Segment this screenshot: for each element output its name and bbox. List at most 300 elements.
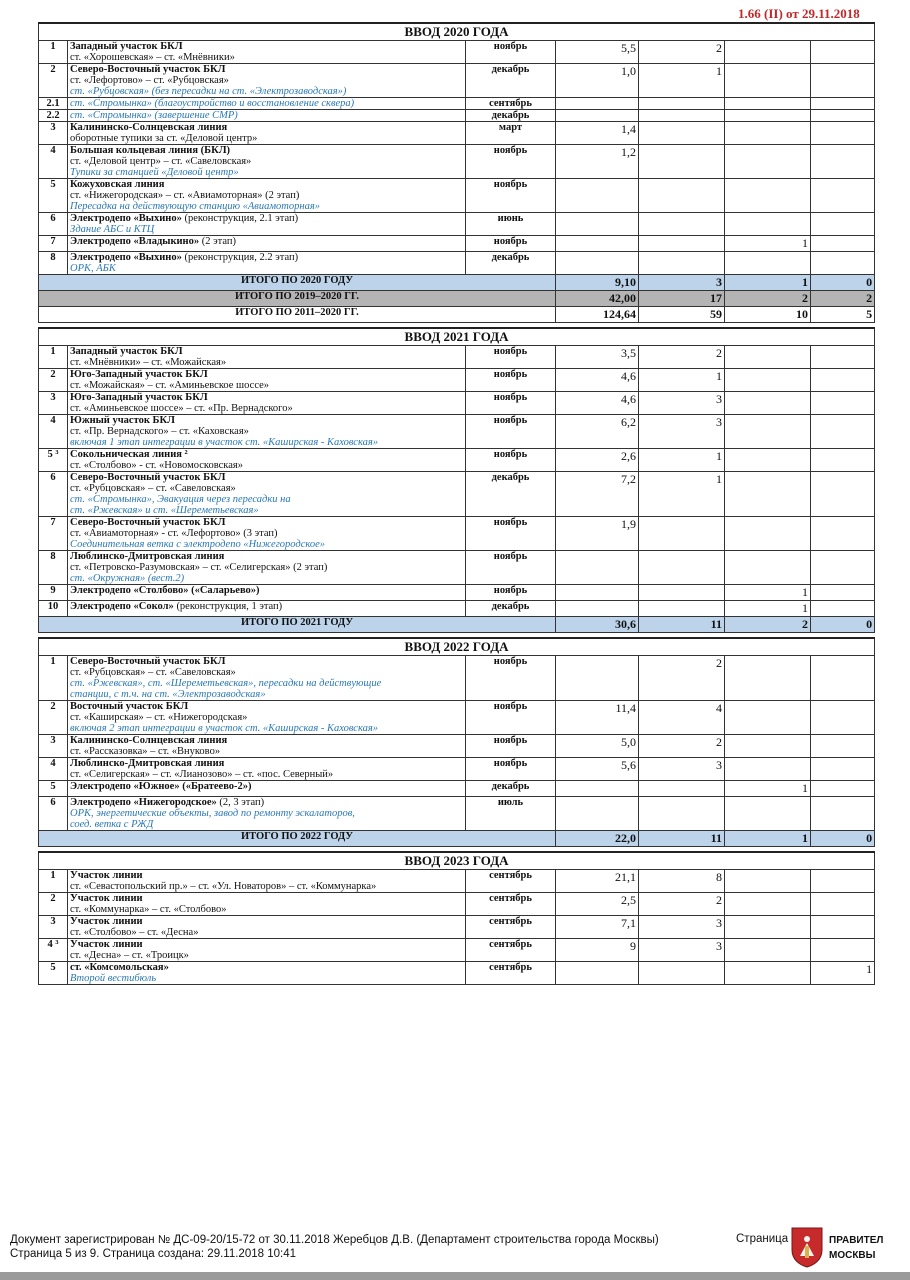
row-description [68, 346, 466, 369]
value-cell [811, 601, 875, 617]
row-number: 7 [39, 517, 68, 551]
total-value: 0 [811, 275, 875, 291]
total-value: 2 [725, 617, 811, 633]
row-number: 2 [39, 893, 68, 916]
total-row [39, 275, 875, 291]
registration-line: Документ зарегистрирован № ДС-09-20/15-72 от 30.11.2018 Жеребцов Д.В. (Департамент строительства города Москвы) [10, 1234, 659, 1246]
row-description [68, 213, 466, 236]
value-cell [811, 392, 875, 415]
value-cell [725, 797, 811, 831]
table-row [39, 962, 875, 985]
value-cell: 2,6 [556, 449, 639, 472]
table-row [39, 449, 875, 472]
value-cell [811, 585, 875, 601]
row-number: 1 [39, 41, 68, 64]
value-cell [639, 145, 725, 179]
row-description [68, 122, 466, 145]
table-row [39, 893, 875, 916]
value-cell [811, 122, 875, 145]
value-cell [639, 601, 725, 617]
value-cell [639, 781, 725, 797]
row-description [68, 893, 466, 916]
value-cell [811, 98, 875, 110]
value-cell [725, 449, 811, 472]
row-description [68, 449, 466, 472]
commissioning-month: сентябрь [466, 870, 556, 893]
value-cell: 4,6 [556, 369, 639, 392]
object-name: Западный участок БКЛ [70, 346, 183, 357]
commissioning-month: ноябрь [466, 551, 556, 585]
value-cell: 2 [639, 656, 725, 701]
commissioning-month: ноябрь [466, 585, 556, 601]
row-description [68, 415, 466, 449]
value-cell [639, 797, 725, 831]
value-cell [725, 346, 811, 369]
value-cell [811, 41, 875, 64]
row-description [68, 472, 466, 517]
row-number: 5 [39, 179, 68, 213]
row-description [68, 98, 466, 110]
value-cell [811, 781, 875, 797]
row-number: 2.2 [39, 110, 68, 122]
commissioning-month: декабрь [466, 64, 556, 98]
row-description [68, 656, 466, 701]
commissioning-month: ноябрь [466, 346, 556, 369]
table-row [39, 551, 875, 585]
object-note: Второй вестибюль [70, 973, 157, 984]
object-note: ст. «Стромынка», Эвакуация через пересадки на [70, 494, 291, 505]
commissioning-month: июнь [466, 213, 556, 236]
commissioning-month: ноябрь [466, 41, 556, 64]
total-value: 59 [639, 307, 725, 323]
value-cell: 1,4 [556, 122, 639, 145]
commissioning-month: март [466, 122, 556, 145]
value-cell: 4 [639, 701, 725, 735]
stations-line: ст. «Рубцовская» – ст. «Савеловская» [70, 483, 236, 494]
value-cell [556, 797, 639, 831]
object-name: Северо-Восточный участок БКЛ [70, 656, 226, 667]
object-line [70, 601, 463, 612]
object-details: (реконструкция, 2.2 этап) [184, 252, 299, 263]
stations-line: ст. «Деловой центр» – ст. «Савеловская» [70, 156, 252, 167]
row-description [68, 962, 466, 985]
row-number: 1 [39, 346, 68, 369]
row-number: 2 [39, 701, 68, 735]
value-cell [725, 110, 811, 122]
moscow-coat-of-arms-icon [790, 1226, 824, 1268]
row-description [68, 916, 466, 939]
commissioning-month: ноябрь [466, 735, 556, 758]
table-row [39, 735, 875, 758]
stations-line: ст. «Авиамоторная» - ст. «Лефортово» (3 этап) [70, 528, 278, 539]
object-line [70, 213, 463, 224]
value-cell [811, 893, 875, 916]
row-description [68, 369, 466, 392]
total-value: 17 [639, 291, 725, 307]
value-cell [811, 346, 875, 369]
row-description [68, 701, 466, 735]
object-note: Пересадка на действующую станцию «Авиамоторная» [70, 201, 320, 212]
value-cell: 4,6 [556, 392, 639, 415]
table-row [39, 517, 875, 551]
commissioning-month: сентябрь [466, 893, 556, 916]
value-cell: 3 [639, 916, 725, 939]
table-row [39, 346, 875, 369]
row-description [68, 236, 466, 252]
value-cell [556, 962, 639, 985]
value-cell [725, 939, 811, 962]
commissioning-month: декабрь [466, 781, 556, 797]
value-cell [811, 939, 875, 962]
row-number: 6 [39, 213, 68, 236]
value-cell [725, 551, 811, 585]
value-cell: 6,2 [556, 415, 639, 449]
section-header [39, 328, 875, 346]
stations-line: ст. «Каширская» – ст. «Нижегородская» [70, 712, 248, 723]
value-cell [725, 472, 811, 517]
object-name: Электродепо «Сокол» [70, 601, 174, 612]
value-cell [556, 656, 639, 701]
value-cell: 1 [811, 962, 875, 985]
stations-line: оборотные тупики за ст. «Деловой центр» [70, 133, 258, 144]
value-cell [725, 145, 811, 179]
value-cell [811, 551, 875, 585]
value-cell [725, 369, 811, 392]
object-name: Юго-Западный участок БКЛ [70, 369, 208, 380]
object-note: ст. «Ржевская», ст. «Шереметьевская», пересадки на действующие [70, 678, 382, 689]
value-cell: 2,5 [556, 893, 639, 916]
value-cell [811, 110, 875, 122]
object-name: Юго-Западный участок БКЛ [70, 392, 208, 403]
row-number: 3 [39, 735, 68, 758]
value-cell: 1 [725, 781, 811, 797]
object-name: Западный участок БКЛ [70, 41, 183, 52]
table-row [39, 252, 875, 275]
total-value: 42,00 [556, 291, 639, 307]
commissioning-month: декабрь [466, 110, 556, 122]
value-cell [725, 701, 811, 735]
table-row [39, 916, 875, 939]
object-name: Электродепо «Выхино» [70, 252, 182, 263]
object-note: ст. «Рубцовская» (без пересадки на ст. «Электрозаводская») [70, 86, 347, 97]
value-cell [639, 122, 725, 145]
total-value: 22,0 [556, 831, 639, 847]
commissioning-month: ноябрь [466, 517, 556, 551]
registration-footer [10, 1233, 659, 1261]
commissioning-month: ноябрь [466, 236, 556, 252]
commissioning-month: ноябрь [466, 145, 556, 179]
value-cell: 9 [556, 939, 639, 962]
row-description [68, 601, 466, 617]
value-cell [556, 110, 639, 122]
table-row [39, 758, 875, 781]
value-cell: 7,2 [556, 472, 639, 517]
commissioning-month: ноябрь [466, 392, 556, 415]
object-note: включая 2 этап интеграции в участок ст. «Каширская - Каховская» [70, 723, 378, 734]
table-row [39, 415, 875, 449]
table-row [39, 781, 875, 797]
row-description [68, 110, 466, 122]
table-row [39, 213, 875, 236]
object-name: Участок линии [70, 870, 143, 881]
object-note: ст. «Стромынка» (благоустройство и восстановление сквера) [70, 98, 355, 109]
value-cell [639, 110, 725, 122]
value-cell [556, 551, 639, 585]
value-cell [811, 213, 875, 236]
row-number: 3 [39, 392, 68, 415]
row-description [68, 252, 466, 275]
value-cell: 3 [639, 939, 725, 962]
object-line [70, 797, 463, 808]
value-cell [725, 179, 811, 213]
object-details: (реконструкция, 2.1 этап) [184, 213, 299, 224]
row-description [68, 179, 466, 213]
value-cell: 11,4 [556, 701, 639, 735]
object-note: Соединительная ветка с электродепо «Нижегородское» [70, 539, 326, 550]
value-cell [811, 64, 875, 98]
stations-line: ст. «Селигерская» – ст. «Лианозово» – ст. «пос. Северный» [70, 769, 334, 780]
value-cell [556, 213, 639, 236]
row-description [68, 145, 466, 179]
stations-line: ст. «Лефортово» – ст. «Рубцовская» [70, 75, 229, 86]
commissioning-month: ноябрь [466, 758, 556, 781]
table-row [39, 98, 875, 110]
table-row [39, 236, 875, 252]
value-cell [639, 98, 725, 110]
object-note: ст. «Стромынка» (завершение СМР) [70, 110, 238, 121]
value-cell: 1 [725, 601, 811, 617]
value-cell [811, 701, 875, 735]
value-cell [725, 41, 811, 64]
value-cell [725, 758, 811, 781]
value-cell: 1 [639, 64, 725, 98]
object-name: Калининско-Солнцевская линия [70, 122, 228, 133]
value-cell: 2 [639, 41, 725, 64]
object-line [70, 236, 463, 247]
value-cell: 5,0 [556, 735, 639, 758]
government-line-1: ПРАВИТЕЛ [829, 1235, 884, 1246]
section-title: ВВОД 2023 ГОДА [39, 852, 875, 870]
value-cell: 7,1 [556, 916, 639, 939]
total-value: 1 [725, 831, 811, 847]
object-note: станции, с т.ч. на ст. «Электрозаводская» [70, 689, 266, 700]
total-value: 10 [725, 307, 811, 323]
stations-line: ст. «Аминьевское шоссе» – ст. «Пр. Вернадского» [70, 403, 293, 414]
row-number: 4 [39, 758, 68, 781]
value-cell [639, 962, 725, 985]
value-cell [725, 392, 811, 415]
value-cell: 3 [639, 758, 725, 781]
row-number: 7 [39, 236, 68, 252]
value-cell [725, 893, 811, 916]
row-number: 2 [39, 369, 68, 392]
value-cell [811, 145, 875, 179]
value-cell: 2 [639, 346, 725, 369]
object-name: Участок линии [70, 893, 143, 904]
stations-line: ст. «Столбово» - ст. «Новомосковская» [70, 460, 243, 471]
object-name: Электродепо «Южное» («Братеево-2») [70, 781, 252, 792]
object-note: соед. ветка с РЖД [70, 819, 154, 830]
row-description [68, 551, 466, 585]
section-title: ВВОД 2022 ГОДА [39, 638, 875, 656]
stations-line: ст. «Севастопольский пр.» – ст. «Ул. Новаторов» – ст. «Коммунарка» [70, 881, 377, 892]
stations-line: ст. «Нижегородская» – ст. «Авиамоторная» (2 этап) [70, 190, 300, 201]
row-number: 5 ³ [39, 449, 68, 472]
section-header [39, 852, 875, 870]
row-number: 4 [39, 145, 68, 179]
object-name: Калининско-Солнцевская линия [70, 735, 228, 746]
value-cell: 1 [725, 585, 811, 601]
value-cell [639, 236, 725, 252]
row-description [68, 758, 466, 781]
value-cell: 1,0 [556, 64, 639, 98]
table-row [39, 472, 875, 517]
value-cell [556, 781, 639, 797]
row-number: 1 [39, 870, 68, 893]
value-cell [811, 472, 875, 517]
stations-line: ст. «Столбово» – ст. «Десна» [70, 927, 199, 938]
value-cell [639, 517, 725, 551]
value-cell [725, 916, 811, 939]
object-name: Электродепо «Выхино» [70, 213, 182, 224]
page-label: Страница [736, 1233, 789, 1245]
value-cell [725, 252, 811, 275]
stations-line: ст. «Рассказовка» – ст. «Внуково» [70, 746, 221, 757]
value-cell [811, 449, 875, 472]
row-description [68, 870, 466, 893]
commissioning-month: сентябрь [466, 916, 556, 939]
table-row [39, 601, 875, 617]
row-description [68, 41, 466, 64]
value-cell [639, 213, 725, 236]
table-row [39, 64, 875, 98]
object-note: включая 1 этап интеграции в участок ст. «Каширская - Каховская» [70, 437, 378, 448]
value-cell: 1,9 [556, 517, 639, 551]
page-info-line: Страница 5 из 9. Страница создана: 29.11.2018 10:41 [10, 1248, 296, 1260]
commissioning-month: декабрь [466, 601, 556, 617]
value-cell [556, 179, 639, 213]
table-row [39, 656, 875, 701]
value-cell [811, 797, 875, 831]
commissioning-month: ноябрь [466, 656, 556, 701]
row-number: 10 [39, 601, 68, 617]
value-cell: 2 [639, 893, 725, 916]
total-label: ИТОГО ПО 2020 ГОДУ [39, 275, 556, 291]
value-cell [556, 601, 639, 617]
table-row [39, 939, 875, 962]
object-name: Большая кольцевая линия (БКЛ) [70, 145, 231, 156]
total-value: 2 [725, 291, 811, 307]
row-number: 4 ³ [39, 939, 68, 962]
row-description [68, 781, 466, 797]
object-name: Люблинско-Дмитровская линия [70, 758, 225, 769]
value-cell [639, 252, 725, 275]
value-cell: 1 [639, 369, 725, 392]
value-cell: 3 [639, 392, 725, 415]
row-description [68, 735, 466, 758]
table-row [39, 110, 875, 122]
value-cell [811, 735, 875, 758]
total-label: ИТОГО ПО 2022 ГОДУ [39, 831, 556, 847]
total-value: 124,64 [556, 307, 639, 323]
commissioning-month: сентябрь [466, 98, 556, 110]
table-row [39, 701, 875, 735]
value-cell [811, 179, 875, 213]
object-name: Сокольническая линия ² [70, 449, 188, 460]
object-name: Северо-Восточный участок БКЛ [70, 64, 226, 75]
value-cell: 21,1 [556, 870, 639, 893]
total-row [39, 831, 875, 847]
object-note: Тупики за станцией «Деловой центр» [70, 167, 239, 178]
table-row [39, 392, 875, 415]
object-name: Северо-Восточный участок БКЛ [70, 517, 226, 528]
object-details: (2 этап) [201, 236, 236, 247]
row-number: 8 [39, 551, 68, 585]
value-cell: 1 [639, 472, 725, 517]
object-note: Здание АБС и КТЦ [70, 224, 155, 235]
object-details: (реконструкция, 1 этап) [176, 601, 283, 612]
total-label: ИТОГО ПО 2011–2020 ГГ. [39, 307, 556, 323]
value-cell [811, 369, 875, 392]
object-name: Электродепо «Нижегородское» [70, 797, 217, 808]
row-number: 2.1 [39, 98, 68, 110]
commissioning-month: декабрь [466, 472, 556, 517]
row-number: 3 [39, 122, 68, 145]
total-value: 2 [811, 291, 875, 307]
table-row [39, 870, 875, 893]
object-name: Участок линии [70, 916, 143, 927]
total-row [39, 617, 875, 633]
value-cell [556, 585, 639, 601]
commissioning-month: ноябрь [466, 701, 556, 735]
row-number: 3 [39, 916, 68, 939]
table-row [39, 41, 875, 64]
total-label: ИТОГО ПО 2019–2020 ГГ. [39, 291, 556, 307]
stations-line: ст. «Хорошевская» – ст. «Мнёвники» [70, 52, 235, 63]
construction-schedule-table [38, 22, 875, 985]
section-title: ВВОД 2020 ГОДА [39, 23, 875, 41]
value-cell [811, 236, 875, 252]
total-value: 0 [811, 617, 875, 633]
object-name: Электродепо «Столбово» («Саларьево») [70, 585, 260, 596]
object-name: Люблинско-Дмитровская линия [70, 551, 225, 562]
total-value: 9,10 [556, 275, 639, 291]
row-number: 5 [39, 781, 68, 797]
total-label: ИТОГО ПО 2021 ГОДУ [39, 617, 556, 633]
value-cell [725, 870, 811, 893]
value-cell: 1,2 [556, 145, 639, 179]
value-cell [725, 213, 811, 236]
government-line-2: МОСКВЫ [829, 1250, 876, 1261]
value-cell [725, 517, 811, 551]
total-row [39, 307, 875, 323]
stations-line: ст. «Рубцовская» – ст. «Савеловская» [70, 667, 236, 678]
row-description [68, 392, 466, 415]
object-details: (2, 3 этап) [219, 797, 265, 808]
value-cell [811, 415, 875, 449]
table-row [39, 369, 875, 392]
value-cell: 2 [639, 735, 725, 758]
total-value: 5 [811, 307, 875, 323]
object-name: Кожуховская линия [70, 179, 165, 190]
object-line [70, 252, 463, 263]
stations-line: ст. «Мнёвники» – ст. «Можайская» [70, 357, 227, 368]
value-cell [639, 585, 725, 601]
value-cell: 1 [639, 449, 725, 472]
table-row [39, 145, 875, 179]
row-number: 6 [39, 797, 68, 831]
value-cell [811, 916, 875, 939]
